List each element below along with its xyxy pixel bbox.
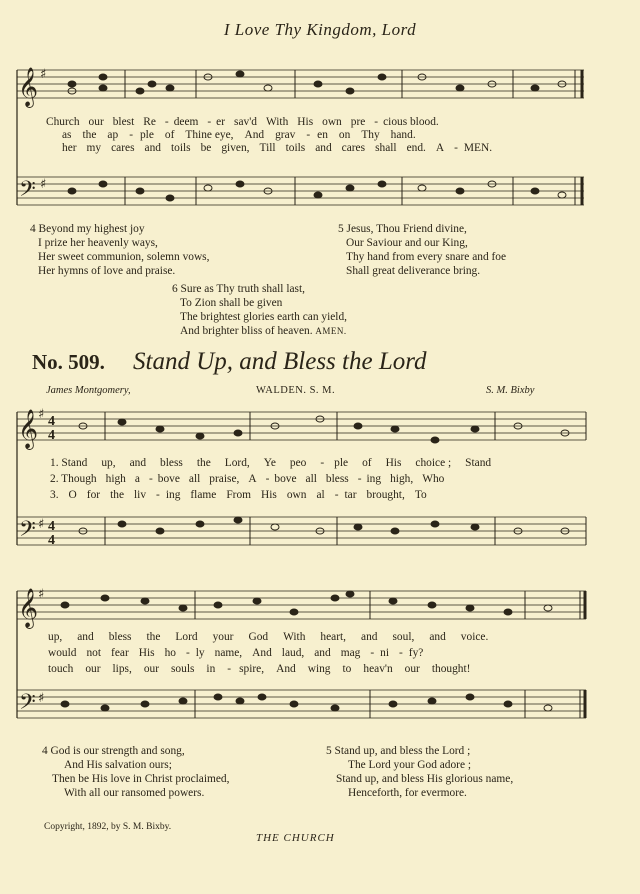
lyric-syllable: peo (289, 457, 307, 469)
lyric-syllable: With (283, 631, 306, 643)
author: James Montgomery, (46, 385, 131, 396)
lyric-syllable: up, (101, 457, 116, 469)
lyric-syllable: and (315, 142, 332, 154)
lyric-syllable: A (248, 473, 257, 485)
lyric-syllable: deem (173, 116, 199, 128)
lyric-syllable: up, (48, 631, 63, 643)
lyric-syllable: on (338, 129, 351, 141)
lyric-syllable: of (164, 129, 175, 141)
svg-text:4: 4 (48, 519, 55, 534)
lyric-syllable: laud, (281, 647, 305, 659)
lyric-syllable: flame (190, 489, 217, 501)
lyric-syllable: our (85, 663, 101, 675)
bass-clef-icon: 𝄢 (19, 177, 36, 207)
svg-text:♯: ♯ (38, 517, 45, 532)
lyric-syllable: al (316, 489, 325, 501)
lyric-syllable: the (82, 129, 97, 141)
lyric-syllable: as (62, 129, 72, 141)
lyric-syllable: soul, (392, 631, 415, 643)
lyric-syllable: high, (390, 473, 414, 485)
lyric-syllable: - (265, 473, 270, 485)
lyric-syllable: tar (344, 489, 357, 501)
lyric-syllable: - (306, 129, 311, 141)
amen-label: AMEN. (315, 326, 347, 336)
lyric-syllable: name, (214, 647, 243, 659)
lyric-syllable: and (429, 631, 446, 643)
lyric-syllable: ni (380, 647, 389, 659)
lyric-syllable: Lord, (224, 457, 250, 469)
lyric-syllable: liv (134, 489, 147, 501)
lyric-syllable: and (129, 457, 147, 469)
lyric-syllable: blest (112, 116, 135, 128)
lyric-syllable: ple (334, 457, 349, 469)
svg-text:♯: ♯ (40, 67, 47, 82)
lyric-syllable: praise, (209, 473, 240, 485)
svg-text:4: 4 (48, 414, 55, 429)
lyric-syllable: cious blood. (383, 116, 439, 128)
lyric-syllable: Thine eye, (185, 129, 234, 141)
lyric-syllable: our (143, 663, 159, 675)
hymn-509-line2-verse-3 (48, 663, 482, 675)
hymn-508-title: I Love Thy Kingdom, Lord (223, 20, 417, 39)
lyric-syllable: - (207, 116, 212, 128)
lyric-syllable: your (212, 631, 234, 643)
lyric-syllable: Stand (465, 457, 492, 469)
lyric-syllable: Re (143, 116, 156, 128)
lyric-syllable: our (88, 116, 104, 128)
lyric-syllable: own (286, 489, 307, 501)
lyric-syllable: God (248, 631, 269, 643)
lyric-syllable: pre (350, 116, 366, 128)
lyric-syllable: - (164, 116, 169, 128)
lyric-syllable: 1. Stand (50, 457, 88, 469)
lyric-syllable: And (276, 663, 296, 675)
lyric-syllable: be (200, 142, 212, 154)
lyric-syllable: her (62, 142, 77, 154)
lyric-syllable: ing (366, 473, 382, 485)
lyric-syllable: Church (46, 116, 80, 128)
lyric-syllable: not (86, 647, 102, 659)
lyric-syllable: 3. (50, 489, 59, 501)
lyric-syllable: bove (157, 473, 180, 485)
hymn-509-line1-verse-2 (50, 473, 453, 485)
bass-clef-icon: 𝄢 (19, 517, 36, 547)
lyric-syllable: sav'd (234, 116, 257, 128)
lyric-syllable: heav'n (363, 663, 393, 675)
lyric-syllable: thought! (431, 663, 471, 675)
lyric-syllable: Lord (175, 631, 198, 643)
lyric-syllable: ple (139, 129, 154, 141)
lyric-syllable: cares (341, 142, 366, 154)
lyric-syllable: and (77, 631, 94, 643)
lyric-syllable: bless (108, 631, 132, 643)
svg-text:♯: ♯ (38, 691, 45, 706)
hymn-508-lyrics-line-1 (46, 116, 566, 128)
lyric-syllable: bless (325, 473, 349, 485)
lyric-syllable: the (146, 631, 161, 643)
lyric-syllable: ap (107, 129, 119, 141)
lyric-syllable: - (454, 142, 458, 154)
lyric-syllable: and (314, 647, 331, 659)
lyric-syllable: fy? (408, 647, 424, 659)
lyric-syllable: - (357, 473, 362, 485)
lyric-syllable: - (334, 489, 339, 501)
bass-clef-icon: 𝄢 (19, 690, 36, 720)
lyric-syllable: - (227, 663, 232, 675)
lyric-syllable: end. (406, 142, 426, 154)
lyric-syllable: - (374, 116, 379, 128)
lyric-syllable: en (317, 129, 328, 141)
lyric-syllable: shall (375, 142, 397, 154)
lyric-syllable: to (342, 663, 352, 675)
staff-509-2-bass (17, 690, 586, 718)
lyric-syllable: - (148, 473, 153, 485)
hymn-509-number: No. 509. (32, 350, 105, 374)
section-label: THE CHURCH (256, 832, 335, 844)
svg-text:♯: ♯ (38, 587, 45, 602)
lyric-syllable: 2. Though (50, 473, 97, 485)
lyric-syllable: With (265, 116, 289, 128)
lyric-syllable: Till (259, 142, 276, 154)
lyric-syllable: To (414, 489, 427, 501)
lyric-syllable: and (361, 631, 378, 643)
lyric-syllable: - (129, 129, 133, 141)
hymn-508-verse-6: 6 Sure as Thy truth shall last, To Zion shall be given The brightest glories earth can yield, And brighter bliss of heaven. AMEN. (172, 283, 348, 337)
hymn-508-verse-5: 5 Jesus, Thou Friend divine, Our Saviour and our King, Thy hand from every snare and foe Shall great deliverance bring. (338, 223, 507, 277)
lyric-syllable: cares (111, 142, 135, 154)
treble-clef-icon: 𝄞 (18, 409, 39, 449)
lyric-syllable: souls (171, 663, 195, 675)
lyric-syllable: of (362, 457, 372, 469)
verse-6-last-line: And brighter bliss of heaven. (180, 325, 313, 337)
lyric-syllable: high (105, 473, 126, 485)
lyric-syllable: spire, (239, 663, 265, 675)
lyric-syllable: toils (285, 142, 306, 154)
treble-clef-icon: 𝄞 (18, 588, 39, 628)
hymn-508-verse-4: 4 Beyond my highest joy I prize her heavenly ways, Her sweet communion, solemn vows, Her hymns of love and praise. (30, 223, 210, 277)
lyric-syllable: - (370, 647, 375, 659)
lyric-syllable: ho (164, 647, 176, 659)
lyric-syllable: all (188, 473, 201, 485)
lyric-syllable: Ye (263, 457, 276, 469)
svg-text:4: 4 (48, 533, 55, 548)
hymn-509-line2-verse-1 (48, 631, 503, 643)
lyric-syllable: wing (307, 663, 331, 675)
lyric-syllable: - (156, 489, 160, 501)
hymn-509-verse-5: 5 Stand up, and bless the Lord ; The Lord your God adore ; Stand up, and bless His glorious name, Henceforth, for evermore. (326, 745, 514, 799)
lyric-syllable: for (86, 489, 101, 501)
treble-clef-icon: 𝄞 (18, 67, 39, 107)
lyric-syllable: From (226, 489, 252, 501)
lyric-syllable: fear (111, 647, 129, 659)
lyric-syllable: all (305, 473, 317, 485)
lyric-syllable: voice. (460, 631, 489, 643)
lyric-syllable: brought, (366, 489, 405, 501)
lyric-syllable: would (48, 647, 77, 659)
lyric-syllable: grav (275, 129, 296, 141)
lyric-syllable: and (144, 142, 161, 154)
lyric-syllable: touch (48, 663, 74, 675)
lyric-syllable: His (138, 647, 155, 659)
hymn-508-lyrics-line-2 (62, 129, 427, 141)
lyric-syllable: Thy (361, 129, 380, 141)
lyric-syllable: my (86, 142, 102, 154)
lyric-syllable: er (216, 116, 226, 128)
lyric-syllable: the (110, 489, 124, 501)
lyric-syllable: ing (165, 489, 181, 501)
lyric-syllable: choice ; (415, 457, 452, 469)
lyric-syllable: His (297, 116, 314, 128)
composer: S. M. Bixby (486, 385, 535, 396)
notes-508-treble (68, 71, 566, 94)
svg-text:♯: ♯ (38, 407, 45, 422)
lyric-syllable: heart, (320, 631, 347, 643)
lyric-syllable: own (322, 116, 342, 128)
lyric-syllable: bless (160, 457, 183, 469)
lyric-syllable: ly (195, 647, 205, 659)
hymn-509-verse-4: 4 God is our strength and song, And His salvation ours; Then be His love in Christ proclaimed, With all our ransomed powers. (42, 745, 230, 799)
lyric-syllable: His (261, 489, 277, 501)
lyric-syllable: given, (221, 142, 250, 154)
lyric-syllable: in (206, 663, 216, 675)
lyric-syllable: And (244, 129, 265, 141)
tune-name: WALDEN. S. M. (256, 385, 336, 396)
hymn-509-line1-verse-1 (50, 457, 505, 469)
lyric-syllable: - (320, 457, 325, 469)
hymn-508-lyrics-line-3 (62, 142, 502, 154)
lyric-syllable: Who (422, 473, 445, 485)
lyric-syllable: MEN. (463, 142, 493, 154)
copyright: Copyright, 1892, by S. M. Bixby. (44, 822, 172, 832)
hymn-509-line1-verse-3 (50, 489, 437, 501)
lyric-syllable: - (185, 647, 190, 659)
lyric-syllable: - (399, 647, 403, 659)
svg-text:♯: ♯ (40, 177, 47, 192)
lyric-syllable: mag (340, 647, 361, 659)
lyric-syllable: A (435, 142, 445, 154)
lyric-syllable: His (385, 457, 402, 469)
lyric-syllable: bove (274, 473, 297, 485)
hymn-509-title: Stand Up, and Bless the Lord (133, 348, 427, 375)
lyric-syllable: toils (170, 142, 191, 154)
lyric-syllable: hand. (390, 129, 416, 141)
lyric-syllable: O (68, 489, 77, 501)
lyric-syllable: a (134, 473, 140, 485)
staff-509-1-bass (17, 517, 586, 545)
lyric-syllable: our (404, 663, 420, 675)
lyric-syllable: lips, (112, 663, 132, 675)
hymn-509-line2-verse-2 (48, 647, 433, 659)
staff-509-1-treble (17, 412, 586, 440)
lyric-syllable: And (252, 647, 272, 659)
svg-text:4: 4 (48, 428, 55, 443)
lyric-syllable: the (196, 457, 211, 469)
